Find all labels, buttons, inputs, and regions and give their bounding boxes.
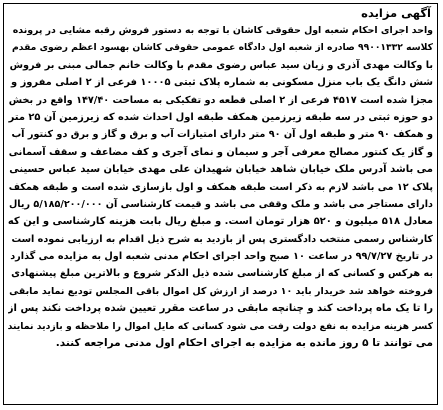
notice-line: به هرکس و کسانی که از مبلغ کارشناسی شده ذیل الذکر شروع و بالاترین مبلغ پیشنهادی — [11, 268, 433, 280]
notice-line: شش دانگ یک باب منزل مسکونی به شماره پلاک ثبتی ۱۰۰۰۵ فرعی از ۲ اصلی مفروز و — [11, 77, 433, 89]
notice-line: و گاز یک کنتور مصالح معرفی آجر و سیمان و نمای آجری و کف مضاعف و سقف آسمانی — [8, 146, 433, 158]
notice-line: کسر هزینه مزایده به نفع دولت رفت می شود کسانی که مایل اموال را ملاحظه و بازدید نمایند — [8, 320, 433, 332]
notice-line: مجزا شده است ۴۵۱۷ فرعی از ۲ اصلی قطعه دو تفکیکی به مساحت ۱۴۷/۴۰ واقع در بخش — [8, 94, 433, 106]
notice-title: آگهی مزایده — [361, 6, 431, 20]
notice-line: پلاک ۱۲ می باشد لازم به ذکر است طبقه همکف و اول بازسازی شده است و طبقه همکف — [8, 181, 433, 193]
notice-line: را تا یک ماه پرداخت کند و چنانچه مابقی در ساعت مقرر تعیین شده پرداخت نکند پس از — [8, 303, 433, 315]
notice-line: فروخته خواهد شد خریدار باید ۱۰ درصد از ارزش کل اموال باقی المجلس تودیع نماید مابقی — [9, 285, 433, 297]
notice-line: می باشد آدرس ملک خیابان شاهد خیابان شهیدان علی مهدی خیابان سید عباس حسینی — [9, 164, 433, 176]
notice-line: معادل ۵۱۸ میلیون و ۵۲۰ هزار تومان است. و مبلغ ریال بابت هزینه کارشناسی و این که — [8, 216, 433, 228]
notice-line: دارای مستاجر می باشد و ملک وقفی می باشد و قیمت کارشناسی آن ۵/۱۸۵/۲۰۰/۰۰۰ ریال — [8, 198, 433, 210]
notice-line: در تاریخ ۹۹/۷/۲۷ در ساعت ۱۰ صبح واحد اجرای احکام مدنی شعبه اول به مزایده می گذارد — [10, 251, 433, 263]
notice-line: واحد اجرای احکام شعبه اول حقوقی کاشان با توجه به دستور فروش رقبه مشایی در پرونده — [12, 25, 433, 36]
auction-notice — [3, 3, 438, 405]
notice-body — [8, 22, 433, 352]
notice-line: کلاسه ۹۹۰۰۱۳۳۲ صادره از شعبه اول دادگاه عمومی حقوقی کاشان بهسود اعظم رضوی مقدم — [12, 42, 433, 54]
notice-line: می توانند تا ۵ روز مانده به مزایده به اجرای احکام اول مدنی مراجعه کنند. — [55, 337, 433, 350]
notice-line: و همکف ۹۰ متر و طبقه اول آن ۹۰ متر دارای امتیازات آب و برق و گاز و برق دو کنتور آب — [11, 129, 433, 141]
notice-line: کارشناس رسمی منتخب دادگستری پس از بازدید به شرح ذیل اقدام به ارزیابی نموده است — [11, 233, 433, 245]
notice-line: با وکالت مهدی آذری و زیان سید عباس رضوی مقدم با وکالت خانم جمالی مبنی بر فروش — [9, 59, 433, 71]
notice-line: دو حوزه ثبتی در سه طبقه زیرزمین همکف طبقه اول احداث شده که زیرزمین آن ۲۵ متر — [8, 111, 433, 123]
